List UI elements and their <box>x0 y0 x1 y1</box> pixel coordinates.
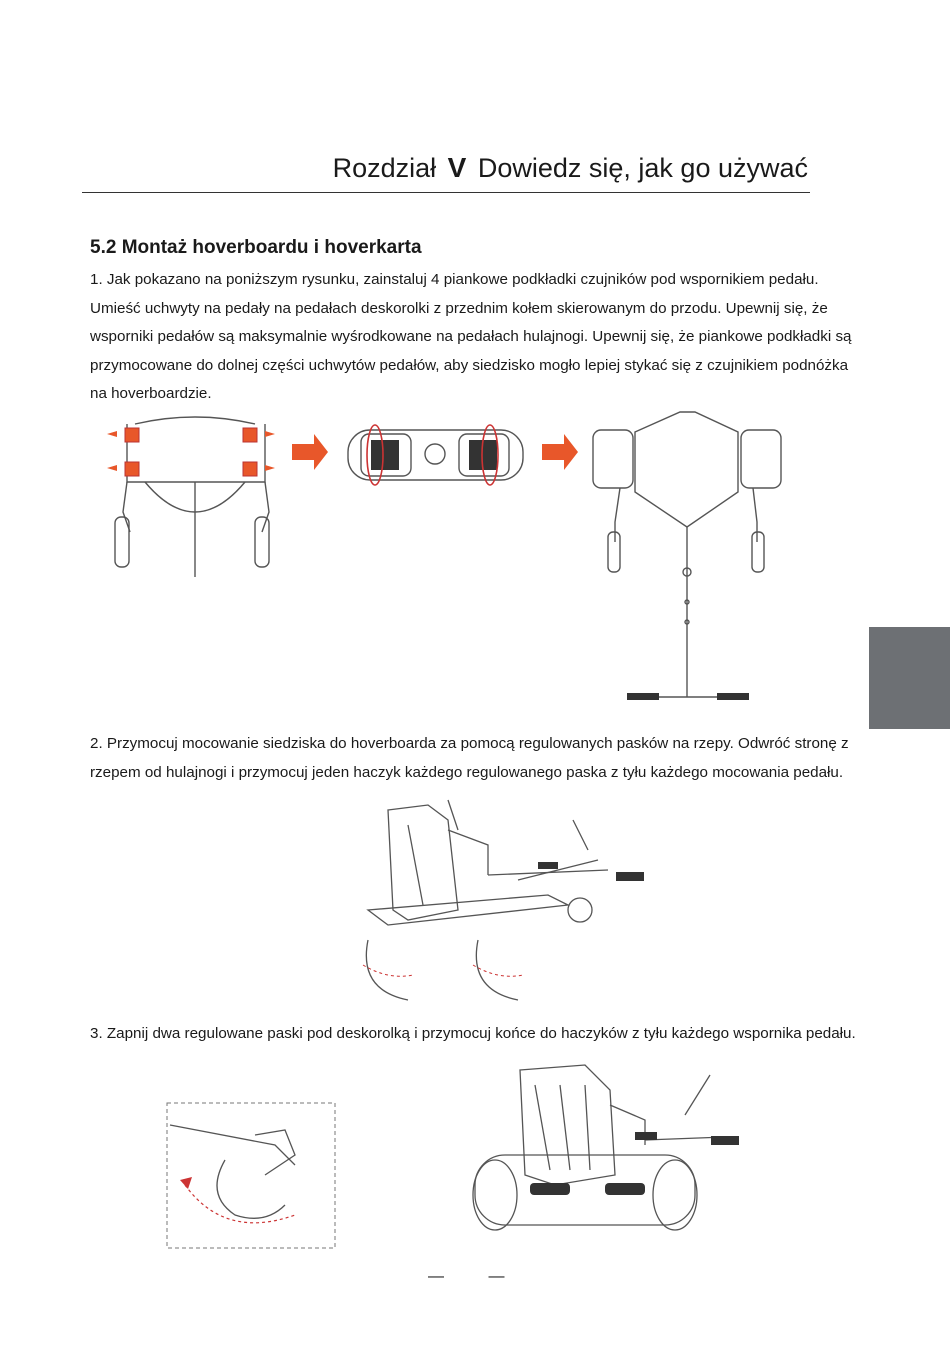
figure-step-1 <box>105 412 795 712</box>
figure-step-1-drawing <box>105 412 795 712</box>
arrow-icon <box>292 434 328 470</box>
assembled-seat-mount <box>593 412 781 697</box>
chapter-title <box>333 152 808 184</box>
step-2-text: 2. Przymocuj mocowanie siedziska do hoverboarda za pomocą regulowanych pasków na rzepy. Odwróć stronę z rzepem od hulajnogi i przymocuj jeden haczyk każdego regulowanego paska z tyłu każdego mocowania pedału. <box>90 735 849 781</box>
page-number: — — <box>428 1268 525 1285</box>
step-1-text: 1. Jak pokazano na poniższym rysunku, zainstaluj 4 piankowe podkładki czujników pod wspornikiem pedału. Umieść uchwyty na pedały na pedałach deskorolki z przednim kołem skierowanym do przodu. Upewnij się, że wsporniki pedałów są maksymalnie wyśrodkowane na pedałach hulajnogi. Upewnij się, że piankowe podkładki są przymocowane do dolnej części uchwytów pedałów, aby siedzisko mogło lepiej stykać się z czujnikiem podnóżka na hoverboardzie. <box>90 271 852 402</box>
chapter-header <box>82 148 810 193</box>
completed-hoverkart <box>473 1065 725 1230</box>
chapter-name: Dowiedz się, jak go używać <box>477 153 808 183</box>
figure-step-3 <box>165 1065 755 1255</box>
figure-step-2-drawing <box>348 800 668 1010</box>
figure-step-2 <box>348 800 668 1010</box>
step-3-text: 3. Zapnij dwa regulowane paski pod deskorolką i przymocuj końce do haczyków z tyłu każdego wspornika pedału. <box>90 1025 856 1042</box>
detail-box <box>167 1103 335 1248</box>
side-tab <box>869 627 950 729</box>
chapter-prefix: Rozdział <box>332 153 437 183</box>
arrow-icon <box>542 434 578 470</box>
chapter-number: V <box>447 152 467 183</box>
foam-pads <box>125 428 257 476</box>
figure-step-3-drawing <box>165 1065 755 1255</box>
section-heading: 5.2 Montaż hoverboardu i hoverkarta <box>90 237 422 258</box>
